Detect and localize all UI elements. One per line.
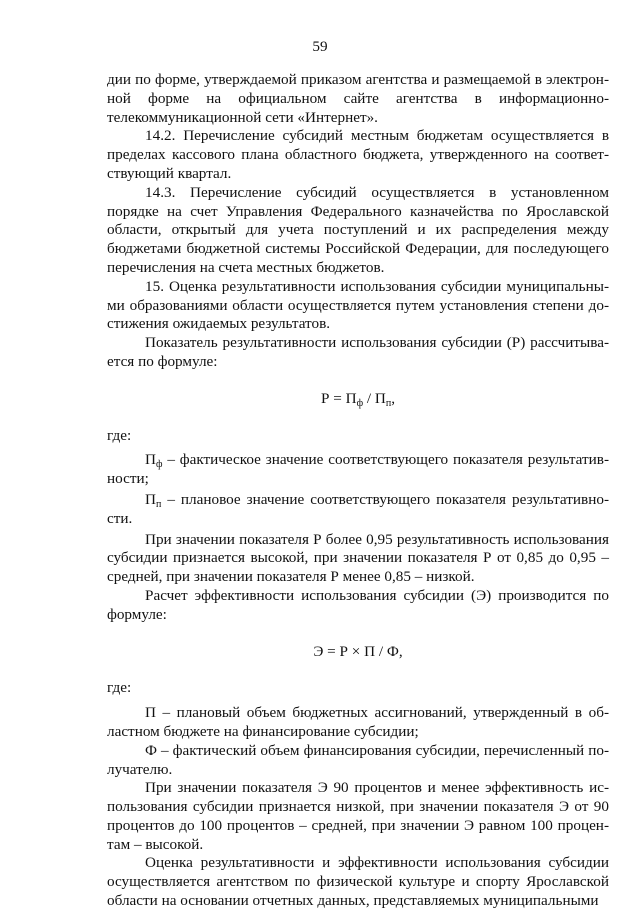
document-body xyxy=(107,71,609,911)
formula-tail: , xyxy=(391,389,395,407)
formula-subscript-fact: ф xyxy=(356,397,364,409)
formula-subscript-plan: п xyxy=(385,397,392,409)
definition-subscript: п xyxy=(155,498,162,510)
definition-planned-volume: П – плановый объем бюджетных ассигнований, утвержденный в областном бюджете на финансирование субсидии; xyxy=(107,704,609,740)
paragraph-efficiency-intro: Расчет эффективности использования субсидии (Э) производится по формуле: xyxy=(107,586,609,623)
definition-plan-indicator xyxy=(107,491,609,529)
definition-symbol: П xyxy=(145,451,156,469)
formula-result-indicator xyxy=(107,390,609,409)
formula-mid: / П xyxy=(363,389,386,407)
definition-subscript: ф xyxy=(155,459,163,471)
paragraph-efficiency-levels: При значении показателя Э 90 процентов и менее эффективность использования субсидии признается низкой, при значении показателя Э от 90 процентов до 100 процентов – средней, при значении Э равном 100 процентам – высокой. xyxy=(107,779,609,853)
paragraph-assessment: Оценка результативности и эффективности использования субсидии осуществляется агентством по физической культуре и спорту Ярославской области на основании отчетных данных, представляемых муниципальными xyxy=(107,854,609,910)
formula-efficiency: Э = Р × П / Ф, xyxy=(313,642,403,660)
where-label-2: где: xyxy=(107,679,132,697)
definition-symbol: П xyxy=(145,490,156,508)
paragraph-15: 15. Оценка результативности использования субсидии муниципальными образованиями области осуществляется путем установления степени достижения ожидаемых результатов. xyxy=(107,277,609,333)
paragraph-indicator-intro: Показатель результативности использования субсидии (Р) рассчитывается по формуле: xyxy=(107,334,609,370)
paragraph-14-2: 14.2. Перечисление субсидий местным бюджетам осуществляется в пределах кассового плана областного бюджета, утвержденного на соответствующий квартал. xyxy=(107,127,609,182)
definition-text: – фактическое значение соответствующего показателя результативности; xyxy=(107,451,609,488)
definition-actual-volume: Ф – фактический объем финансирования субсидии, перечисленный получателю. xyxy=(107,741,609,778)
definition-fact-indicator xyxy=(107,451,609,489)
formula-lhs: Р = П xyxy=(321,389,357,407)
where-label-1: где: xyxy=(107,426,132,444)
definition-text: – плановое значение соответствующего показателя результативности. xyxy=(107,490,609,527)
paragraph-14-3: 14.3. Перечисление субсидий осуществляется в установленном порядке на счет Управления Федерального казначейства по Ярославской области, открытый для учета поступлений и их распределения между бюджетами бюджетной системы Российской Федерации, для последующего перечисления на счета местных бюджетов. xyxy=(107,183,609,276)
page-number: 59 xyxy=(312,38,328,55)
paragraph-continuation: дии по форме, утверждаемой приказом агентства и размещаемой в электронной форме на официальном сайте агентства в информационно-телекоммуникационной сети «Интернет». xyxy=(107,71,609,126)
paragraph-result-levels: При значении показателя Р более 0,95 результативность использования субсидии признается высокой, при значении показателя Р от 0,85 до 0,95 – средней, при значении показателя Р менее 0,85 – низкой. xyxy=(107,530,609,586)
